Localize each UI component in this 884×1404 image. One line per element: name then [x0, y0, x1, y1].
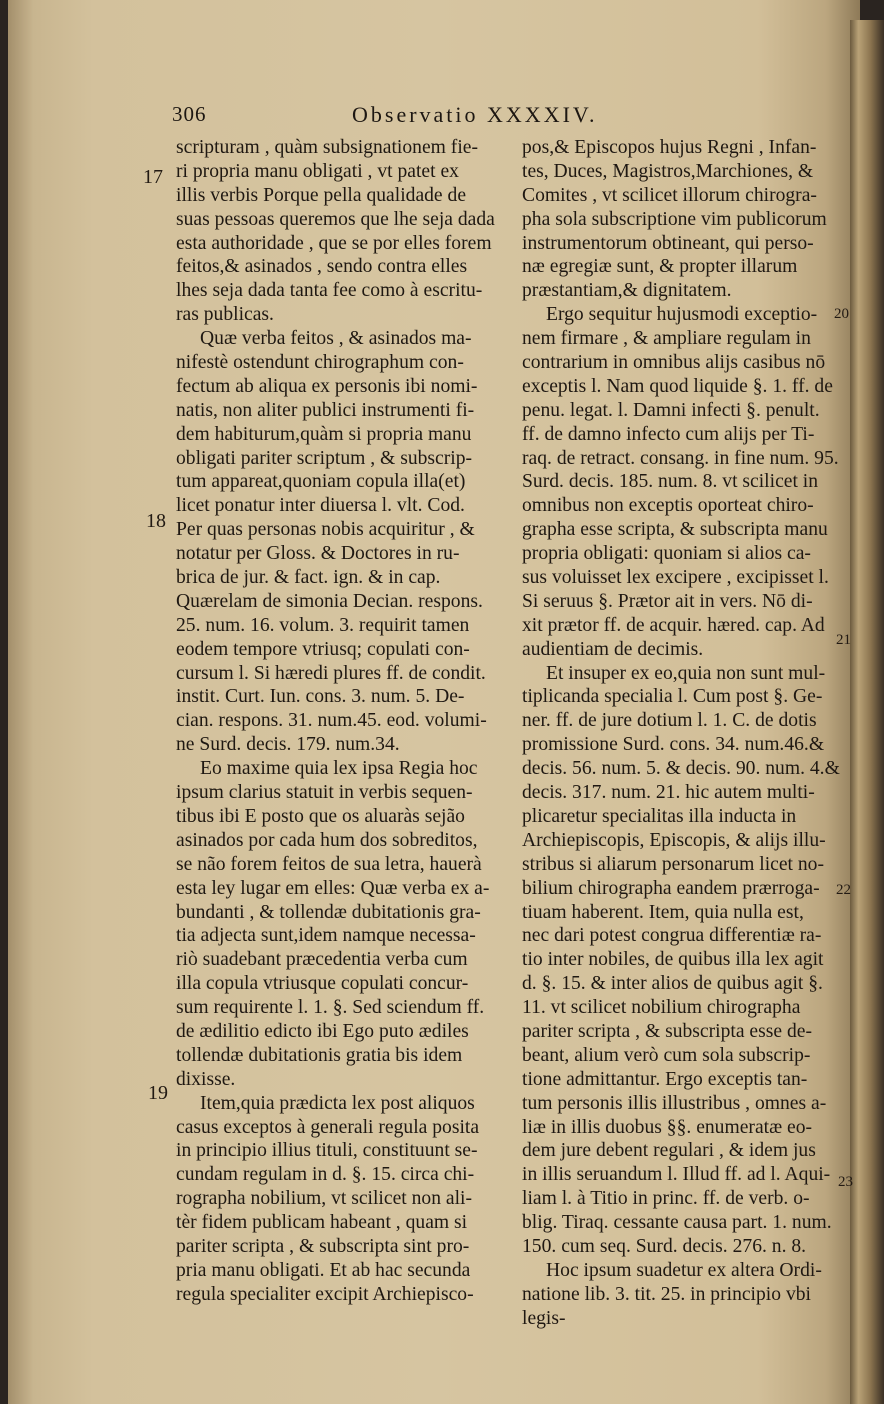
text-line: natis, non aliter publici instrumenti fi- [176, 399, 475, 421]
text-line: tiplicanda specialia l. Cum post §. Ge- [522, 686, 823, 708]
text-line: Hoc ipsum suadetur ex altera Ordi- [546, 1259, 822, 1281]
text-line: cursum l. Si hæredi plures ff. de condit. [176, 662, 486, 684]
margin-number-23: 23 [838, 1174, 853, 1190]
text-line: decis. 56. num. 5. & decis. 90. num. 4.& [522, 758, 840, 780]
text-line: bilium chirographa eandem prærroga- [522, 877, 820, 899]
text-line: Per quas personas nobis acquiritur , & [176, 519, 475, 541]
text-line: penu. legat. l. Damni infecti §. penult. [522, 399, 820, 421]
text-line: tum personis illis illustribus , omnes a- [522, 1092, 827, 1114]
text-line: instrumentorum obtineant, qui perso- [522, 232, 814, 254]
text-line: xit prætor ff. de acquir. hæred. cap. Ad [522, 614, 825, 636]
text-line: natione lib. 3. tit. 25. in principio vbi [522, 1283, 811, 1305]
text-line: tiuam haberent. Item, quia nulla est, [522, 901, 804, 923]
text-line: grapha esse scripta, & subscripta manu [522, 519, 828, 541]
text-line: riò suadebant præcedentia verba cum [176, 949, 468, 971]
page-header [172, 100, 692, 136]
margin-number-19: 19 [148, 1082, 168, 1104]
text-line: tèr fidem publicam habeant , quam si [176, 1212, 468, 1234]
text-line: esta ley lugar em elles: Quæ verba ex a- [176, 877, 490, 899]
text-line: pha sola subscriptione vim publicorum [522, 208, 827, 230]
text-line: ipsum clarius statuit in verbis sequen- [176, 782, 473, 804]
text-line: pria manu obligati. Et ab hac secunda [176, 1259, 471, 1281]
text-line: sum requirente l. 1. §. Sed sciendum ff. [176, 997, 485, 1019]
text-line: 11. vt scilicet nobilium chirographa [522, 997, 801, 1019]
margin-number-21: 21 [836, 632, 851, 648]
page-number: 306 [172, 102, 207, 126]
text-line: ras publicas. [176, 304, 274, 326]
text-line: ri propria manu obligati , vt patet ex [176, 160, 459, 182]
text-line: Archiepiscopis, Episcopis, & alijs illu- [522, 829, 826, 851]
text-line: pariter scripta , & subscripta sint pro- [176, 1235, 470, 1257]
text-line: rographa nobilium, vt scilicet non ali- [176, 1188, 473, 1210]
text-line: audientiam de decimis. [522, 638, 704, 660]
page-edge-shadow [850, 20, 884, 1404]
margin-number-17: 17 [143, 166, 163, 188]
text-line: tollendæ dubitationis gratia bis idem [176, 1044, 463, 1066]
text-line: Quærelam de simonia Decian. respons. [176, 590, 483, 612]
text-line: pos,& Episcopos hujus Regni , Infan- [522, 137, 817, 158]
text-line: scripturam , quàm subsignationem fie- [176, 137, 479, 158]
text-line: Item,quia prædicta lex post aliquos [200, 1092, 475, 1114]
text-line: esta authoridade , que se por elles forem [176, 232, 492, 254]
text-line: brica de jur. & fact. ign. & in cap. [176, 567, 441, 589]
text-line: suas pessoas queremos que lhe seja dada [176, 208, 495, 230]
text-line: liam l. à Titio in princ. ff. de verb. o- [522, 1188, 810, 1210]
text-line: illa copula vtriusque copulati concur- [176, 973, 469, 995]
text-line: contrarium in omnibus alijs casibus nō [522, 352, 826, 374]
text-line: dem jure debent regulari , & idem jus [522, 1140, 816, 1162]
text-line: Si seruus §. Prætor ait in vers. Nō di- [522, 590, 813, 612]
text-line: 150. cum seq. Surd. decis. 276. n. 8. [522, 1235, 807, 1257]
text-line: ner. ff. de jure dotium l. 1. C. de dotis [522, 710, 817, 732]
text-line: Comites , vt scilicet illorum chirogra- [522, 184, 817, 206]
text-line: regula specialiter excipit Archiepisco- [176, 1283, 474, 1305]
text-line: instit. Curt. Iun. cons. 3. num. 5. De- [176, 686, 465, 708]
text-line: tio inter nobiles, de quibus illa lex agit [522, 949, 824, 971]
text-line: blig. Tiraq. cessante causa part. 1. num. [522, 1212, 832, 1234]
text-line: ff. de damno infecto cum alijs per Ti- [522, 423, 815, 445]
text-line: raq. de retract. consang. in fine num. 95. [522, 447, 839, 469]
text-line: licet ponatur inter diuersa l. vlt. Cod. [176, 495, 465, 517]
text-line: sus voluisset lex excipere , excipisset l. [522, 567, 829, 589]
left-text-column [176, 136, 504, 1307]
text-line: liæ in illis duobus §§. enumeratæ eo- [522, 1116, 813, 1138]
text-line: tes, Duces, Magistros,Marchiones, & [522, 160, 814, 182]
text-line: legis- [522, 1307, 566, 1329]
text-line: ne Surd. decis. 179. num.34. [176, 734, 400, 756]
text-line: propria obligati: quoniam si alios ca- [522, 543, 811, 565]
text-line: nifestè ostendunt chirographum con- [176, 352, 464, 374]
text-line: Surd. decis. 185. num. 8. vt scilicet in [522, 471, 819, 493]
text-line: tia adjecta sunt,idem namque necessa- [176, 925, 476, 947]
text-line: cundam regulam in d. §. 15. circa chi- [176, 1164, 475, 1186]
text-line: Ergo sequitur hujusmodi exceptio- [546, 304, 818, 326]
text-line: beant, alium verò cum sola subscrip- [522, 1044, 811, 1066]
text-line: casus exceptos à generali regula posita [176, 1116, 480, 1138]
text-line: d. §. 15. & inter alios de quibus agit §. [522, 973, 823, 995]
text-line: Eo maxime quia lex ipsa Regia hoc [200, 758, 478, 780]
margin-number-18: 18 [146, 510, 166, 532]
text-line: tione admittantur. Ergo exceptis tan- [522, 1068, 808, 1090]
text-line: præstantiam,& dignitatem. [522, 280, 732, 302]
text-line: illis verbis Porque pella qualidade de [176, 184, 467, 206]
margin-number-20: 20 [834, 306, 849, 322]
text-line: Quæ verba feitos , & asinados ma- [200, 328, 472, 350]
text-line: Et insuper ex eo,quia non sunt mul- [546, 662, 826, 684]
text-line: decis. 317. num. 21. hic autem multi- [522, 782, 815, 804]
text-line: dem habiturum,quàm si propria manu [176, 423, 472, 445]
text-line: exceptis l. Nam quod liquide §. 1. ff. de [522, 375, 833, 397]
text-line: omnibus non exceptis oporteat chiro- [522, 495, 814, 517]
text-line: notatur per Gloss. & Doctores in ru- [176, 543, 460, 565]
right-text-column [522, 136, 854, 1331]
text-line: se não forem feitos de sua letra, hauerà [176, 853, 482, 875]
text-line: obligati pariter scriptum , & subscrip- [176, 447, 473, 469]
text-line: asinados por cada hum dos sobreditos, [176, 829, 478, 851]
text-line: cian. respons. 31. num.45. eod. volumi- [176, 710, 487, 732]
text-line: tum appareat,quoniam copula illa(et) [176, 471, 466, 493]
text-line: nec dari potest congrua differentiæ ra- [522, 925, 822, 947]
text-line: lhes seja dada tanta fee como à escritu- [176, 280, 483, 302]
text-line: nem firmare , & ampliare regulam in [522, 328, 811, 350]
text-line: de ædilitio edicto ibi Ego puto ædiles [176, 1020, 469, 1042]
text-line: stribus si aliarum personarum licet no- [522, 853, 825, 875]
running-title: Observatio XXXXIV. [352, 102, 598, 127]
text-line: 25. num. 16. volum. 3. requirit tamen [176, 614, 470, 636]
text-line: pariter scripta , & subscripta esse de- [522, 1020, 812, 1042]
text-line: feitos,& asinados , sendo contra elles [176, 256, 468, 278]
text-line: in principio illius tituli, constituunt se- [176, 1140, 478, 1162]
text-line: næ egregiæ sunt, & propter illarum [522, 256, 798, 278]
text-line: plicaretur specialitas illa inducta in [522, 805, 797, 827]
text-line: tibus ibi E posto que os aluaràs sejão [176, 805, 465, 827]
text-line: promissione Surd. cons. 34. num.46.& [522, 734, 825, 756]
text-line: fectum ab aliqua ex personis ibi nomi- [176, 375, 478, 397]
text-line: dixisse. [176, 1068, 236, 1090]
text-line: eodem tempore vtriusq; copulati con- [176, 638, 470, 660]
text-line: in illis seruandum l. Illud ff. ad l. Aqui- [522, 1164, 831, 1186]
margin-number-22: 22 [836, 882, 851, 898]
text-line: bundanti , & tollendæ dubitationis gra- [176, 901, 481, 923]
